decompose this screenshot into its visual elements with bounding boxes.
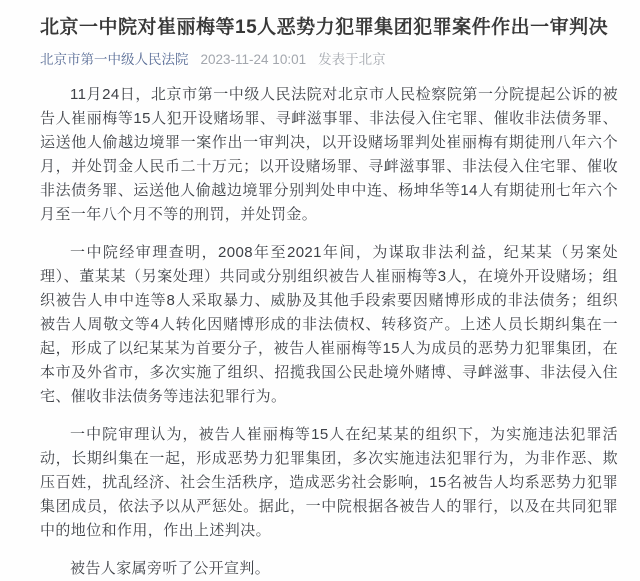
article-title: 北京一中院对崔丽梅等15人恶势力犯罪集团犯罪案件作出一审判决 — [40, 17, 609, 38]
article-paragraph-3: 一中院审理认为，被告人崔丽梅等15人在纪某某的组织下，为实施违法犯罪活动，长期纠集在一起，形成恶势力犯罪集团，多次实施违法犯罪行为，为非作恶、欺压百姓，扰乱经济、社会生活秩序，造成恶劣社会影响，15名被告人均系恶势力犯罪集团成员，依法予以从严惩处。据此，一中院根据各被告人的罪行，以及在共同犯罪中的地位和作用，作出上述判决。 — [40, 426, 618, 540]
account-name-link[interactable]: 北京市第一中级人民法院 — [40, 51, 189, 67]
article-paragraph-1: 11月24日，北京市第一中级人民法院对北京市人民检察院第一分院提起公诉的被告人崔丽梅等15人犯开设赌场罪、寻衅滋事罪、非法侵入住宅罪、催收非法债务罪、运送他人偷越边境罪一案作出一审判决，以开设赌场罪判处崔丽梅有期徒刑八年六个月，并处罚金人民币二十万元；以开设赌场罪、寻衅滋事罪、非法侵入住宅罪、催收非法债务罪、运送他人偷越边境罪分别判处申中连、杨坤华等14人有期徒刑七年六个月至一年八个月不等的刑罚，并处罚金。 — [40, 86, 618, 224]
article-byline — [40, 51, 618, 70]
article-body — [40, 83, 618, 581]
article-paragraph-2: 一中院经审理查明，2008年至2021年间，为谋取非法利益，纪某某（另案处理）、董某某（另案处理）共同或分别组织被告人崔丽梅等3人，在境外开设赌场；组织被告人申中连等8人采取暴力、威胁及其他手段索要因赌博形成的非法债务；组织被告人周敬文等4人转化因赌博形成的非法债权、转移资产。上述人员长期纠集在一起，形成了以纪某某为首要分子，被告人崔丽梅等15人为成员的恶势力犯罪集团，在本市及外省市，多次实施了组织、招揽我国公民赴境外赌博、寻衅滋事、非法侵入住宅、催收非法债务等违法犯罪行为。 — [40, 244, 618, 406]
article-paragraph-4: 被告人家属旁听了公开宣判。 — [70, 560, 271, 578]
publish-location: 发表于北京 — [318, 51, 386, 67]
publish-time: 2023-11-24 10:01 — [200, 51, 307, 67]
